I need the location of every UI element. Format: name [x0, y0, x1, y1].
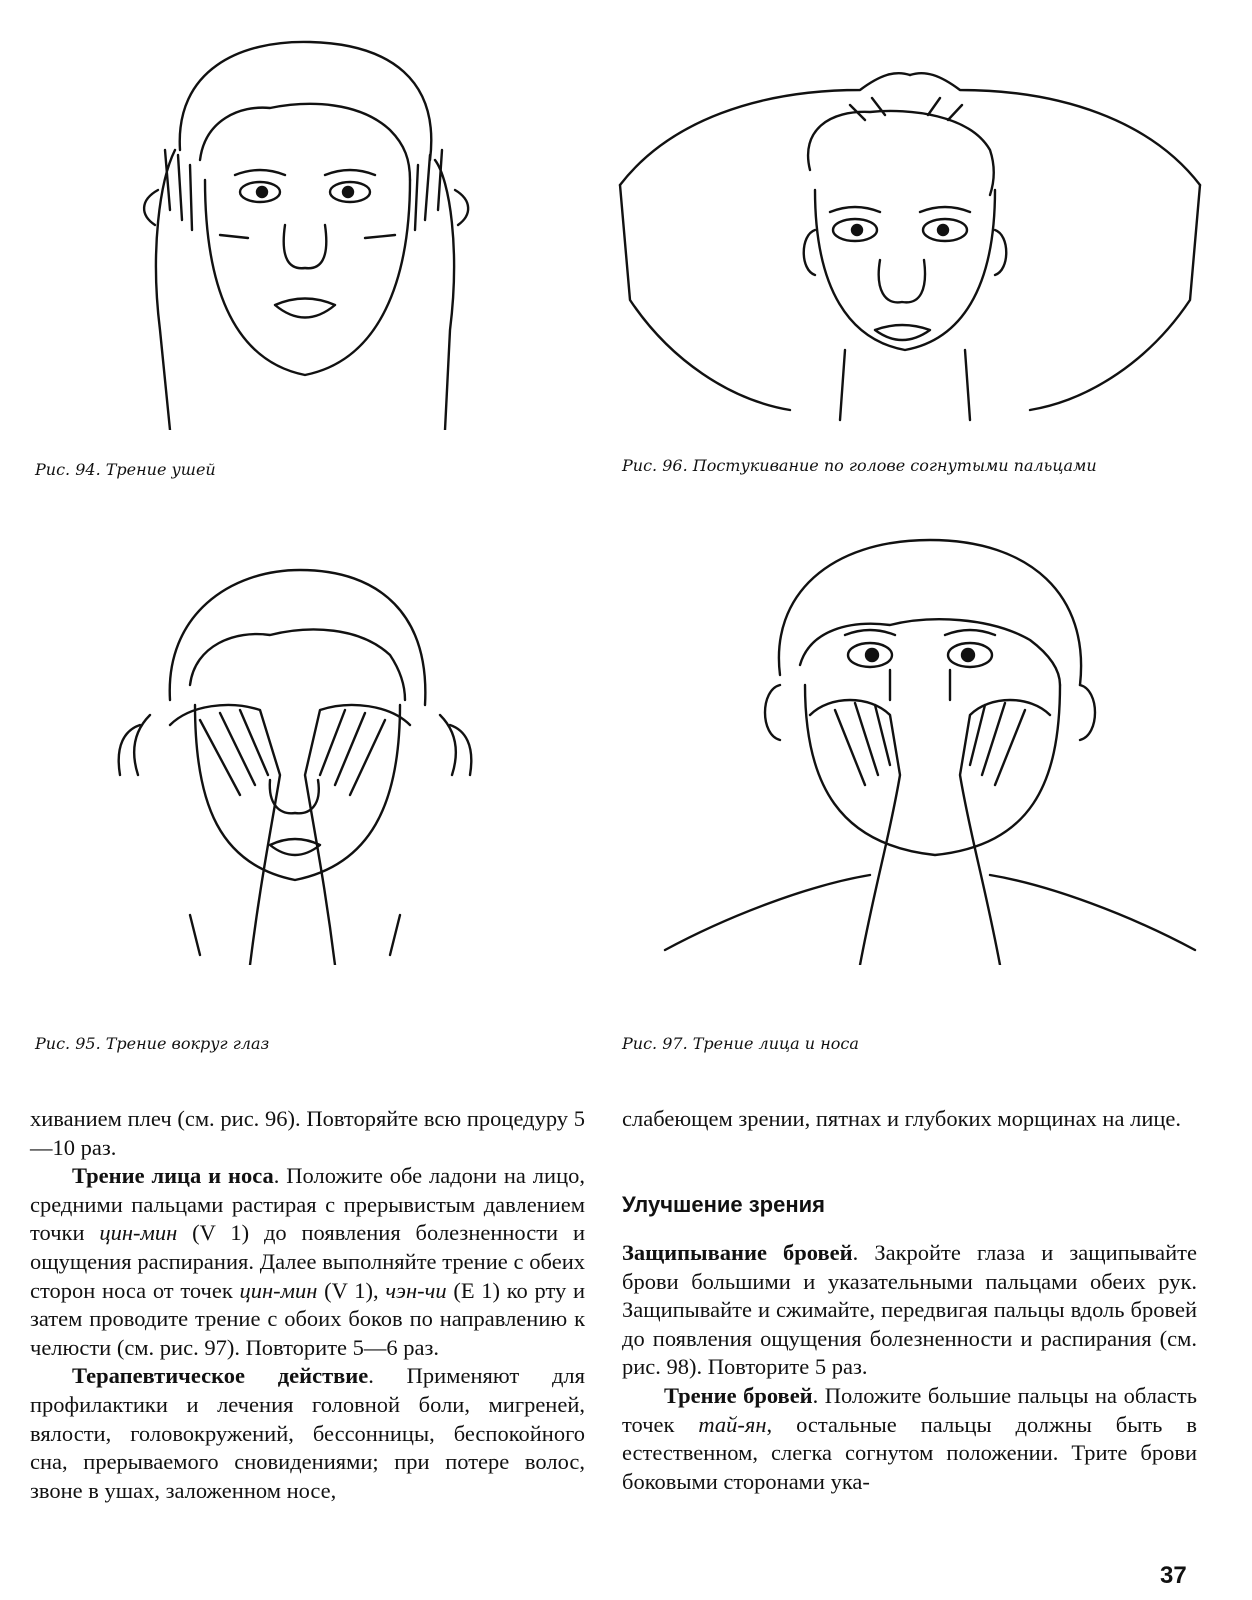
right-text-column-bottom	[622, 1239, 1197, 1496]
text: . Положите большие пальцы на область точек	[622, 1382, 1198, 1437]
text: . Применяют для профилактики и лечения головной боли, мигреней, вялости, головокружений, бессонницы, беспокойного сна, прерываемого сновидениями; при потере волос, звоне в ушах, заложенном носе,	[30, 1363, 585, 1503]
term-eyebrow-pinching: Защипывание бровей	[622, 1240, 853, 1265]
term-face-nose-rubbing: Трение лица и носа	[72, 1163, 274, 1189]
paragraph-face-nose-rubbing	[30, 1162, 585, 1362]
point-name: цин-мин	[239, 1277, 318, 1303]
paragraph-eyebrow-rubbing	[622, 1382, 1197, 1496]
text: (V 1) до появления болезненности и ощущения распирания. Далее выполняйте трение с обеих сторон носа от точек	[30, 1220, 585, 1303]
term-eyebrow-rubbing: Трение бровей	[664, 1382, 813, 1408]
text: . Закройте глаза и защипывайте брови большими и указательными пальцами обеих рук. Защипывайте и сжимайте, передвигая пальцы вдоль бровей до появления ощущения болезненности и распирания (см. рис. 98). Повторите 5 раз.	[622, 1240, 1197, 1380]
figure-95-caption: Рис. 95. Трение вокруг глаз	[35, 1034, 270, 1053]
figure-97-caption: Рис. 97. Трение лица и носа	[622, 1034, 859, 1053]
figure-97-face-and-nose-rubbing	[650, 535, 1210, 965]
paragraph: хиванием плеч (см. рис. 96). Повторяйте всю процедуру 5—10 раз.	[30, 1106, 585, 1160]
figure-94-caption: Рис. 94. Трение ушей	[35, 460, 216, 479]
term-therapeutic-action: Терапевтическое действие	[72, 1363, 369, 1389]
paragraph: слабеющем зрении, пятнах и глубоких морщинах на лице.	[622, 1106, 1182, 1131]
text: . Положите обе ладони на лицо, средними пальцами растирая с прерывистым давлением точки	[30, 1163, 585, 1246]
right-text-column-top	[622, 1105, 1197, 1134]
point-name: тай-ян	[698, 1411, 767, 1437]
section-heading: Улучшение зрения	[622, 1192, 825, 1217]
point-name: чэн-чи	[385, 1277, 447, 1303]
paragraph-eyebrow-pinching	[622, 1239, 1197, 1382]
left-text-column	[30, 1105, 585, 1505]
figure-95-eye-rubbing	[110, 535, 480, 965]
text: (Е 1) ко рту и затем проводите трение с обоих боков по направлению к челюсти (см. рис. 97). Повторите 5—6 раз.	[30, 1277, 585, 1360]
page-number: 37	[1160, 1562, 1187, 1589]
paragraph-therapeutic-action	[30, 1362, 585, 1505]
figure-96-head-tapping	[610, 20, 1210, 440]
text: , остальные пальцы должны быть в естественном, слегка согнутом положении. Трите брови боковыми сторонами ука-	[622, 1411, 1197, 1494]
point-name: цин-мин	[99, 1220, 178, 1246]
figure-96-caption: Рис. 96. Постукивание по голове согнутыми пальцами	[622, 456, 1097, 475]
figure-94-ear-rubbing	[120, 30, 490, 430]
text: (V 1),	[317, 1277, 386, 1303]
